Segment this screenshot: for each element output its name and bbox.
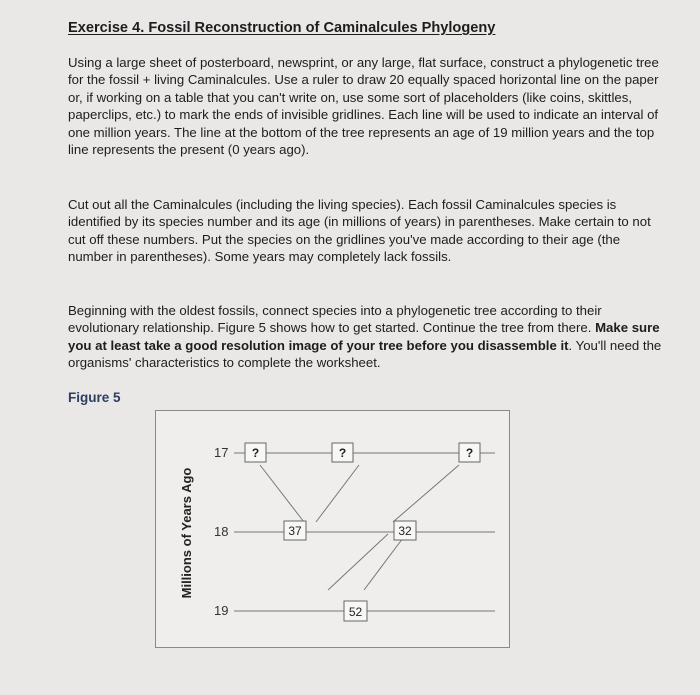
y-axis-label: Millions of Years Ago bbox=[179, 467, 194, 599]
age-label-18: 18 bbox=[214, 524, 229, 539]
instructions-paragraph-2: Cut out all the Caminalcules (including the living species). Each fossil Caminalcules species is identified by its species number and its age (in millions of years) in parentheses. Make certain to not cut off these numbers. Put the species on the gridlines you've made according to their age (the number in parentheses). Some years may completely lack fossils. bbox=[68, 197, 651, 265]
paragraph-3-emphasis: Make sure you at least take a good resolution image of your tree before you disassemble it bbox=[68, 320, 660, 353]
unknown-species-label-1: ? bbox=[251, 446, 260, 460]
phylogeny-diagram bbox=[156, 411, 511, 649]
instructions-paragraph-3 bbox=[68, 302, 668, 372]
unknown-species-label-3: ? bbox=[465, 446, 474, 460]
branch-19-to-32 bbox=[364, 534, 406, 590]
age-label-17: 17 bbox=[214, 445, 229, 460]
paragraph-3-intro: Beginning with the oldest fossils, connect species into a phylogenetic tree according to their evolutionary relationship. Figure 5 shows how to get started. Continue the tree from there. bbox=[68, 303, 602, 336]
species-52-label: 52 bbox=[348, 605, 363, 619]
age-label-19: 19 bbox=[214, 603, 229, 618]
instructions-paragraph-1: Using a large sheet of posterboard, newsprint, or any large, flat surface, construct a phylogenetic tree for the fossil + living Caminalcules. Use a ruler to draw 20 equally spaced horizontal line on the paper or, if working on a table that you can't write on, use some sort of placeholders (like coins, skittles, paperclips, etc.) to mark the ends of invisible gridlines. Each line will be used to indicate an interval of one million years. The line at the bottom of the tree represents an age of 19 million years and the top line represents the present (0 years ago). bbox=[68, 55, 659, 158]
paragraph-3-ending: . You'll need the organisms' characteristics to complete the worksheet. bbox=[68, 337, 662, 371]
branch-37-left bbox=[260, 465, 304, 522]
branch-37-right bbox=[316, 465, 359, 522]
species-32-label: 32 bbox=[398, 524, 412, 538]
branch-19-to-37 bbox=[328, 534, 388, 590]
exercise-title: Exercise 4. Fossil Reconstruction of Caminalcules Phylogeny bbox=[68, 20, 496, 36]
phylogeny-figure bbox=[155, 410, 510, 648]
branch-32-up bbox=[393, 465, 459, 522]
unknown-species-label-2: ? bbox=[338, 446, 347, 460]
figure-label: Figure 5 bbox=[68, 390, 121, 405]
species-37-label: 37 bbox=[288, 524, 302, 538]
